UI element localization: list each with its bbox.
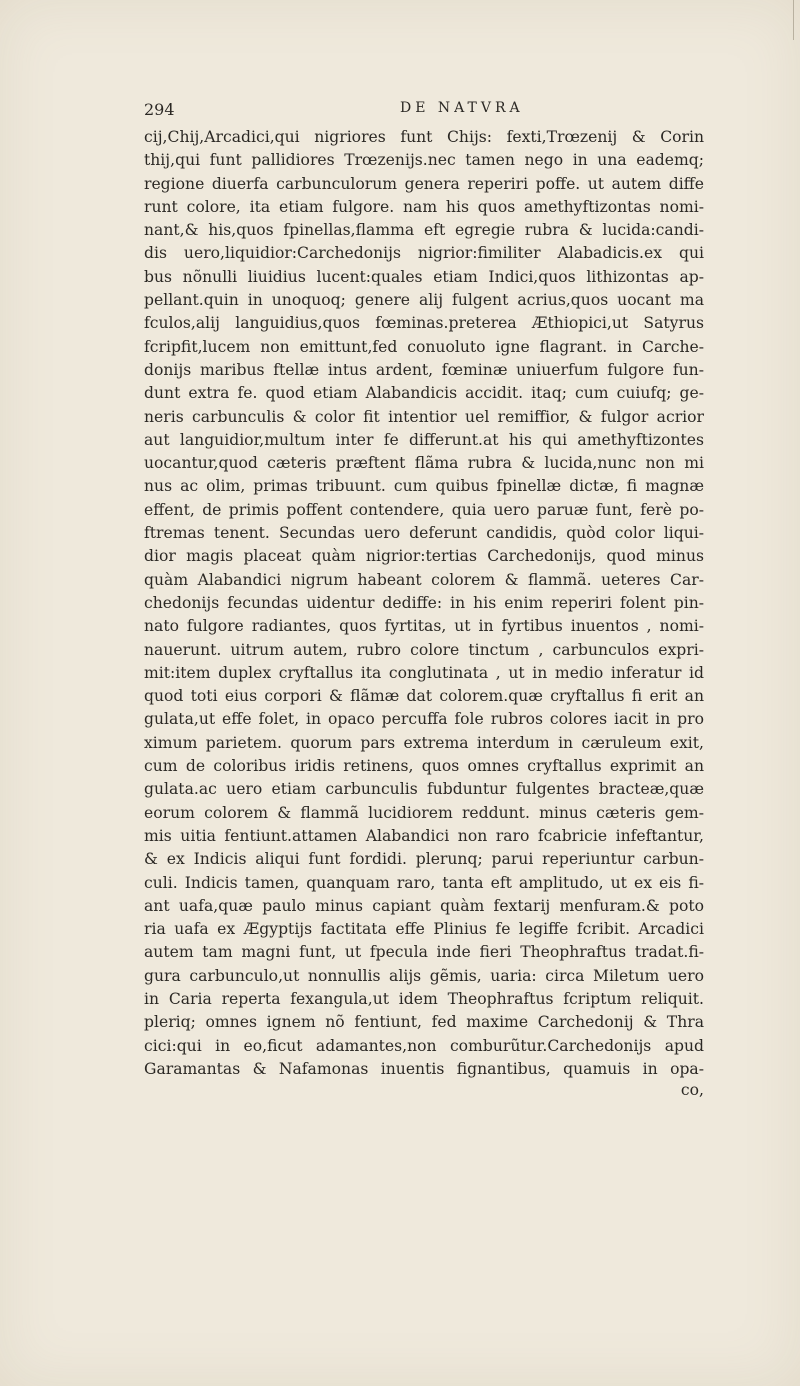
text-line: ximum parietem. quorum pars extrema interdum in cæruleum exit,: [144, 733, 704, 752]
text-line: dunt extra fe. quod etiam Alabandicis accidit. itaq; cum cuiufq; ge-: [144, 384, 704, 403]
text-line: thij,qui funt pallidiores Trœzenijs.nec tamen nego in una eademq;: [144, 151, 704, 170]
text-line: fcripfit,lucem non emittunt,fed conuoluto igne flagrant. in Carche-: [144, 337, 704, 356]
text-line: effent, de primis poffent contendere, quia uero paruæ funt, ferè po-: [144, 500, 704, 519]
text-line: gulata,ut effe folet, in opaco percuffa fole rubros colores iacit in pro: [144, 710, 704, 729]
text-line: ria uafa ex Ægyptijs factitata effe Plinius fe legiffe fcribit. Arcadici: [144, 920, 704, 939]
text-line: dis uero,liquidior:Carchedonijs nigrior:fimiliter Alabadicis.ex qui: [144, 244, 704, 263]
text-line: nato fulgore radiantes, quos fyrtitas, ut in fyrtibus inuentos , nomi-: [144, 617, 704, 636]
text-line: culi. Indicis tamen, quanquam raro, tanta eft amplitudo, ut ex eis fi-: [144, 873, 704, 892]
text-line: donijs maribus ftellæ intus ardent, fœminæ uniuerfum fulgore fun-: [144, 360, 704, 379]
text-line: eorum colorem & flammã lucidiorem reddunt. minus cæteris gem-: [144, 803, 704, 822]
text-line: Garamantas & Nafamonas inuentis fignantibus, quamuis in opa-: [144, 1059, 704, 1078]
text-line: runt colore, ita etiam fulgore. nam his quos amethyftizontas nomi-: [144, 197, 704, 216]
text-line: pellant.quin in unoquoq; genere alij fulgent acrius,quos uocant ma: [144, 291, 704, 310]
text-line: ftremas tenent. Secundas uero deferunt candidis, quòd color liqui-: [144, 524, 704, 543]
text-line: dior magis placeat quàm nigrior:tertias Carchedonijs, quod minus: [144, 547, 704, 566]
text-line: uocantur,quod cæteris præftent flãma rubra & lucida,nunc non mi: [144, 454, 704, 473]
text-line: autem tam magni funt, ut fpecula inde fieri Theophraftus tradat.fi-: [144, 943, 704, 962]
text-line: ant uafa,quæ paulo minus capiant quàm fextarij menfuram.& poto: [144, 896, 704, 915]
text-line: cum de coloribus iridis retinens, quos omnes cryftallus exprimit an: [144, 757, 704, 776]
text-line: mis uitia fentiunt.attamen Alabandici non raro fcabricie infeftantur,: [144, 826, 704, 845]
text-line: nant,& his,quos fpinellas,flamma eft egregie rubra & lucida:candi-: [144, 221, 704, 240]
catchword-row: [144, 1081, 704, 1103]
text-line: fculos,alij languidius,quos fœminas.preterea Æthiopici,ut Satyrus: [144, 314, 704, 333]
text-line: bus nõnulli liuidius lucent:quales etiam Indici,quos lithizontas ap-: [144, 267, 704, 286]
text-line: & ex Indicis aliqui funt fordidi. plerunq; parui reperiuntur carbun-: [144, 850, 704, 869]
text-line: quàm Alabandici nigrum habeant colorem & flammã. ueteres Car-: [144, 570, 704, 589]
text-line: in Caria reperta fexangula,ut idem Theophraftus fcriptum reliquit.: [144, 989, 704, 1008]
text-line: cij,Chij,Arcadici,qui nigriores funt Chijs: fexti,Trœzenij & Corin: [144, 128, 704, 146]
text-line: neris carbunculis & color fit intentior uel remiffior, & fulgor acrior: [144, 407, 704, 426]
text-line: cici:qui in eo,ficut adamantes,non comburũtur.Carchedonijs apud: [144, 1036, 704, 1055]
page-number: 294: [144, 100, 175, 119]
running-head-title: DE NATVRA: [400, 100, 524, 116]
text-line: pleriq; omnes ignem nõ fentiunt, fed maxime Carchedonij & Thra: [144, 1013, 704, 1032]
body-text: [144, 126, 704, 1081]
text-line: mit:item duplex cryftallus ita conglutinata , ut in medio inferatur id: [144, 663, 704, 682]
text-line: aut languidior,multum inter fe differunt.at his qui amethyftizontes: [144, 430, 704, 449]
text-line: regione diuerfa carbunculorum genera reperiri poffe. ut autem diffe: [144, 174, 704, 193]
text-line: gulata.ac uero etiam carbunculis fubduntur fulgentes bracteæ,quæ: [144, 780, 704, 799]
text-line: nus ac olim, primas tribuunt. cum quibus fpinellæ dictæ, fi magnæ: [144, 477, 704, 496]
text-line: nauerunt. uitrum autem, rubro colore tinctum , carbunculos expri-: [144, 640, 704, 659]
text-block: [144, 100, 704, 1103]
text-line: gura carbunculo,ut nonnullis alijs gẽmis, uaria: circa Miletum uero: [144, 966, 704, 985]
catchword: co,: [680, 1081, 704, 1100]
page-edge-line: [793, 0, 794, 40]
running-head: [144, 100, 704, 126]
text-line: chedonijs fecundas uidentur dediffe: in his enim reperiri folent pin-: [144, 593, 704, 612]
text-line: quod toti eius corpori & flãmæ dat colorem.quæ cryftallus fi erit an: [144, 687, 704, 706]
